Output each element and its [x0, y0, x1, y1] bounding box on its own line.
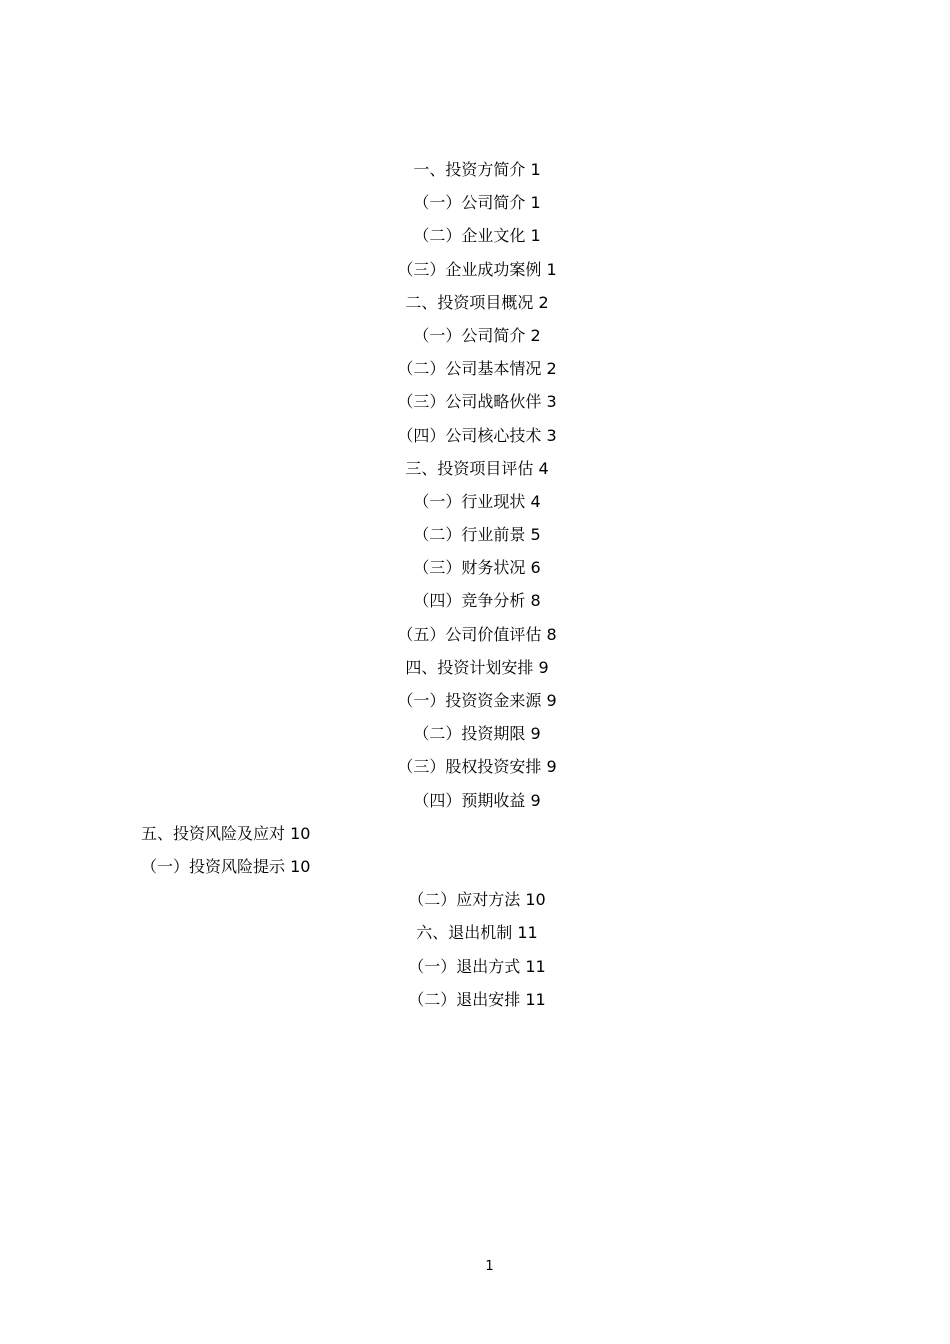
- toc-entry[interactable]: 一、投资方简介 1: [413, 160, 541, 179]
- toc-entry[interactable]: 六、退出机制 11: [416, 923, 538, 943]
- toc-entry[interactable]: （一）退出方式 11: [408, 956, 546, 976]
- toc-entry[interactable]: （三）公司战略伙伴 3: [397, 392, 557, 412]
- page-number: 1: [485, 1259, 494, 1274]
- toc-entry[interactable]: （一）行业现状 4: [413, 491, 541, 511]
- toc-entry[interactable]: （三）股权投资安排 9: [397, 757, 557, 777]
- toc-entry[interactable]: （四）公司核心技术 3: [397, 425, 557, 445]
- toc-entry[interactable]: （一）公司简介 2: [413, 325, 541, 345]
- toc-entry[interactable]: （二）投资期限 9: [413, 724, 541, 744]
- toc-entry[interactable]: 二、投资项目概况 2: [405, 292, 549, 312]
- toc-entry[interactable]: （二）企业文化 1: [413, 226, 541, 246]
- toc-entry[interactable]: （三）企业成功案例 1: [397, 259, 557, 279]
- toc-entry[interactable]: （一）投资资金来源 9: [397, 691, 557, 710]
- toc-entry[interactable]: 五、投资风险及应对 10: [141, 823, 311, 843]
- toc-entry[interactable]: （四）预期收益 9: [413, 790, 541, 810]
- toc-entry[interactable]: （三）财务状况 6: [413, 558, 541, 578]
- toc-entry[interactable]: （一）投资风险提示 10: [141, 856, 311, 876]
- table-of-contents: [0, 153, 950, 1016]
- toc-entry[interactable]: （四）竞争分析 8: [413, 591, 541, 611]
- toc-entry[interactable]: （五）公司价值评估 8: [397, 624, 557, 644]
- toc-entry[interactable]: （二）公司基本情况 2: [397, 359, 557, 379]
- toc-entry[interactable]: 四、投资计划安排 9: [405, 657, 549, 677]
- toc-entry[interactable]: （一）公司简介 1: [413, 193, 541, 213]
- toc-entry[interactable]: （二）应对方法 10: [408, 890, 546, 910]
- toc-entry[interactable]: （二）行业前景 5: [413, 525, 541, 545]
- toc-entry[interactable]: （二）退出安排 11: [408, 989, 546, 1009]
- toc-entry[interactable]: 三、投资项目评估 4: [405, 458, 549, 478]
